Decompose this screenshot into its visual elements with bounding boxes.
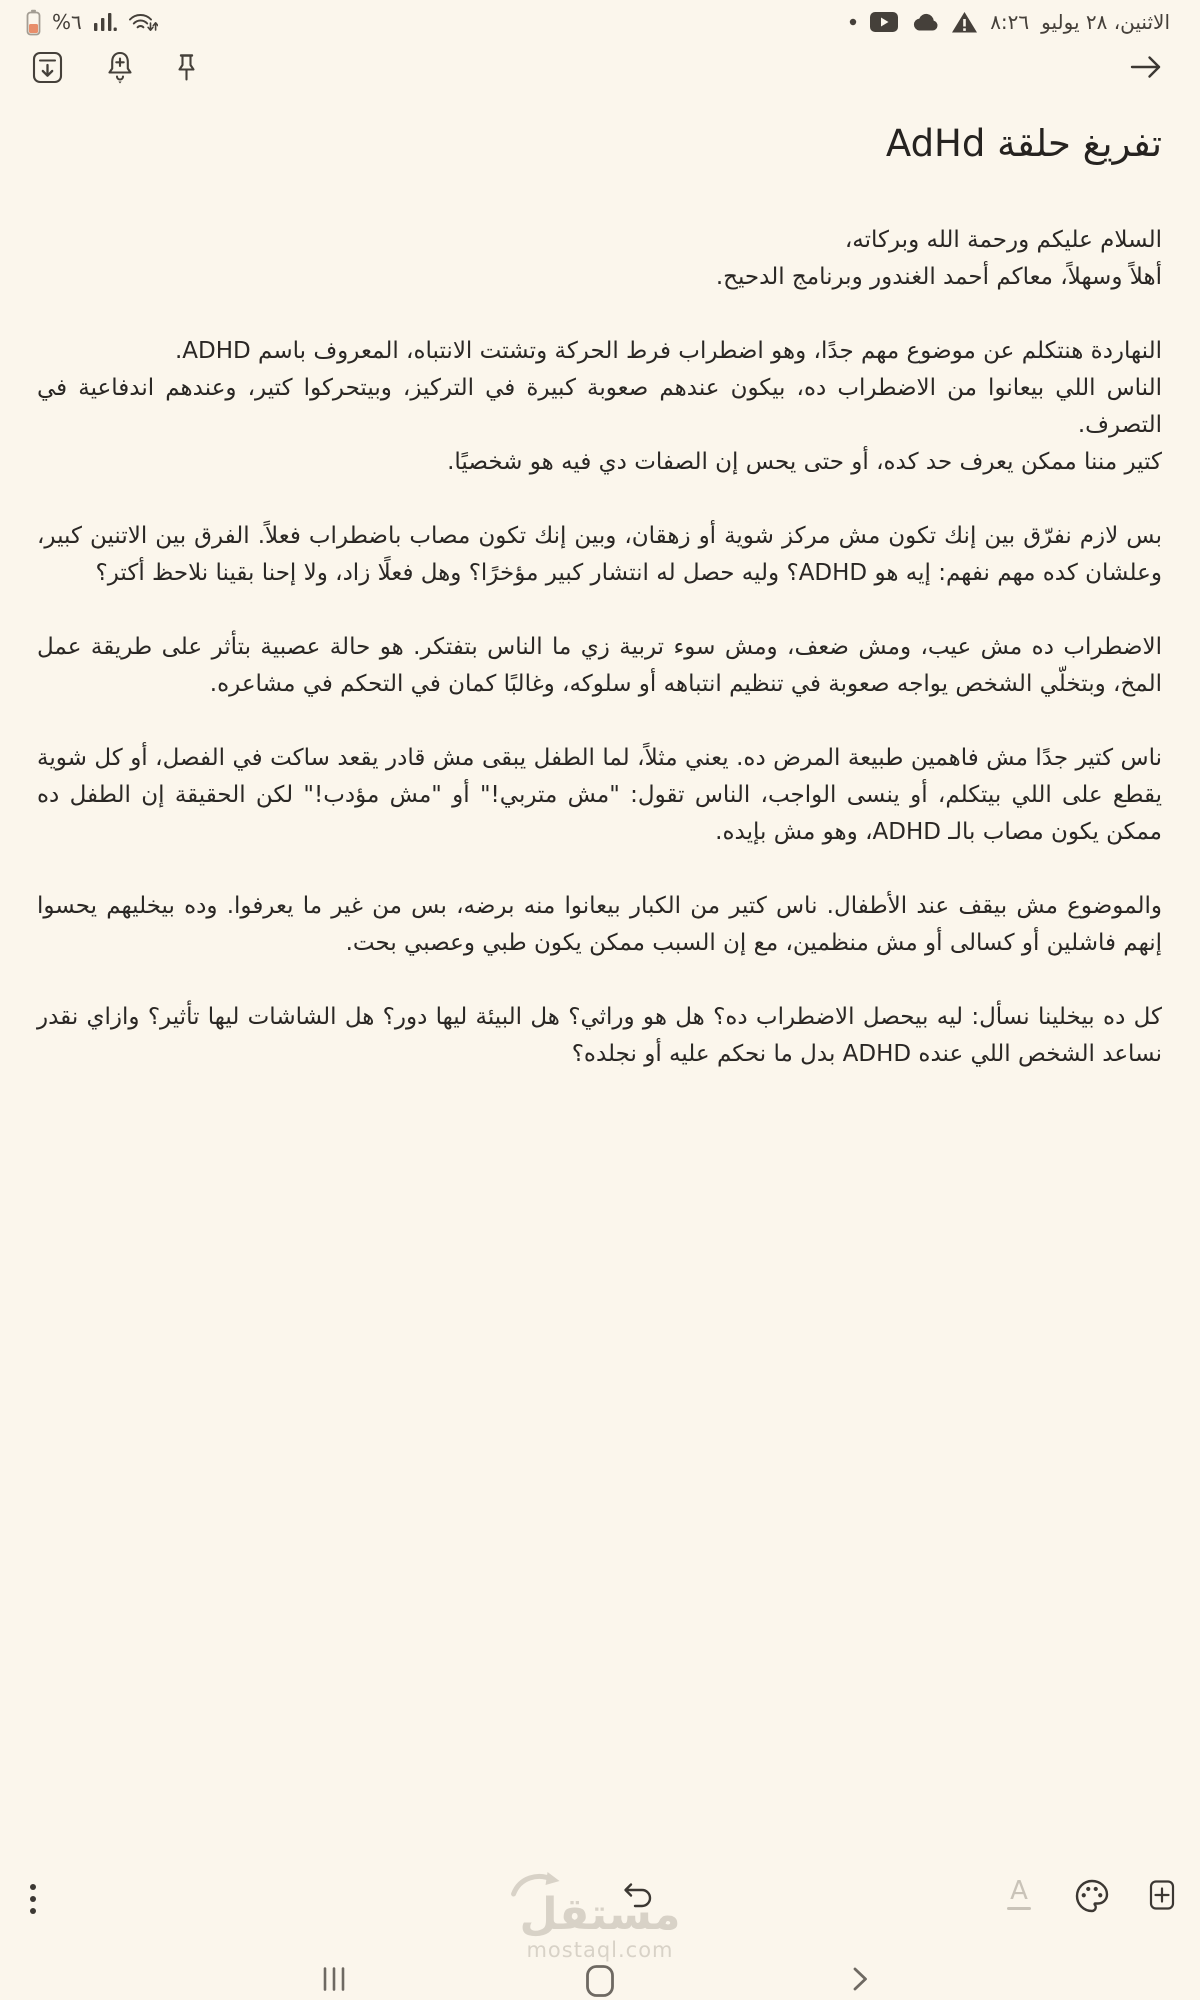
note-title[interactable]: تفريغ حلقة AdHd <box>885 122 1162 165</box>
more-options-icon[interactable] <box>28 1882 38 1916</box>
note-paragraph[interactable] <box>37 740 1162 851</box>
note-paragraph-line[interactable]: أهلاً وسهلاً، معاكم أحمد الغندور وبرنامج الدحيح. <box>715 264 1162 290</box>
note-body[interactable] <box>37 222 1162 1073</box>
text-style-underline <box>1007 1907 1031 1910</box>
signal-strength-icon <box>93 11 117 33</box>
recents-icon[interactable] <box>322 1967 346 1991</box>
note-paragraph[interactable] <box>37 222 1162 296</box>
note-paragraph[interactable] <box>37 333 1162 481</box>
note-paragraph[interactable] <box>37 999 1162 1073</box>
battery-icon <box>26 9 41 36</box>
youtube-icon <box>869 11 899 33</box>
text-style-icon[interactable] <box>1007 1878 1031 1910</box>
note-toolbar <box>0 46 1200 92</box>
reminder-bell-icon[interactable] <box>104 50 136 85</box>
note-content[interactable] <box>37 118 1162 1073</box>
save-to-device-icon[interactable] <box>32 51 63 84</box>
note-paragraph[interactable] <box>37 888 1162 962</box>
note-paragraph-line[interactable]: الناس اللي بيعانوا من الاضطراب ده، بيكون عندهم صعوبة كبيرة في التركيز، وبيتحركوا كتير، وعندهم اندفاعية في التصرف. <box>37 375 1162 438</box>
undo-icon[interactable] <box>621 1880 657 1912</box>
add-page-icon[interactable] <box>1146 1879 1178 1911</box>
note-paragraph-line[interactable]: كل ده بيخلينا نسأل: ليه بيحصل الاضطراب ده؟ هل هو وراثي؟ هل البيئة ليها دور؟ هل الشاشات ليها تأثير؟ وازاي نقدر نساعد الشخص اللي عنده ADHD بدل ما نحكم عليه أو نجلده؟ <box>37 1004 1162 1067</box>
back-chevron-icon[interactable] <box>851 1966 869 1992</box>
status-bar <box>26 6 1170 38</box>
pin-icon[interactable] <box>173 52 200 83</box>
watermark-site-text: mostaql.com <box>526 1938 674 1962</box>
notification-dot <box>849 18 857 26</box>
note-paragraph-line[interactable]: كتير مننا ممكن يعرف حد كده، أو حتى يحس إن الصفات دي فيه هو شخصيًا. <box>447 449 1162 475</box>
wifi-icon <box>128 10 158 34</box>
note-paragraph-line[interactable]: بس لازم نفرّق بين إنك تكون مش مركز شوية أو زهقان، وبين إنك تكون مصاب باضطراب فعلاً. الفرق بين الاتنين كبير، وعلشان كده مهم نفهم: إيه هو ADHD؟ وليه حصل له انتشار كبير مؤخرًا؟ وهل فعلًا زاد، ولا إحنا بقينا نلاحظ أكتر؟ <box>37 523 1162 586</box>
home-icon[interactable] <box>585 1964 615 1998</box>
battery-percent: %٦ <box>52 10 82 34</box>
note-paragraph-line[interactable]: والموضوع مش بيقف عند الأطفال. ناس كتير من الكبار بيعانوا منه برضه، بس من غير ما يعرفوا. وده بيخليهم يحسوا إنهم فاشلين أو كسالى أو مش منظمين، مع إن السبب ممكن يكون طبي وعصبي بحت. <box>37 893 1162 956</box>
watermark-logo-text: مستقل <box>519 1889 681 1940</box>
status-date: الاثنين، ٢٨ يوليو <box>1041 10 1170 34</box>
back-arrow-icon[interactable] <box>1128 53 1164 81</box>
status-time: ٨:٢٦ <box>990 10 1030 34</box>
status-left-cluster <box>26 9 158 36</box>
note-paragraph-line[interactable]: الاضطراب ده مش عيب، ومش ضعف، ومش سوء تربية زي ما الناس بتفتكر. هو حالة عصبية بتأثر على طريقة عمل المخ، وبتخلّي الشخص يواجه صعوبة في تنظيم انتباهه أو سلوكه، وغالبًا كمان في التحكم في مشاعره. <box>37 634 1162 697</box>
warning-icon <box>951 11 978 34</box>
note-paragraph-line[interactable]: ناس كتير جدًا مش فاهمين طبيعة المرض ده. يعني مثلاً، لما الطفل يبقى مش قادر يقعد ساكت في الفصل، أو كل شوية يقطع على اللي بيتكلم، أو ينسى الواجب، الناس تقول: "مش متربي!" أو "مش مؤدب!" لكن الحقيقة إن الطفل ده ممكن يكون مصاب بالـ ADHD، وهو مش بإيده. <box>37 745 1162 845</box>
cloud-icon <box>911 12 939 32</box>
note-paragraph[interactable] <box>37 518 1162 592</box>
status-right-cluster <box>849 10 1170 34</box>
palette-icon[interactable] <box>1074 1878 1110 1914</box>
navigation-bar <box>0 1956 1200 2000</box>
text-style-label: A <box>1010 1876 1028 1906</box>
note-paragraph-line[interactable]: النهاردة هنتكلم عن موضوع مهم جدًا، وهو اضطراب فرط الحركة وتشتت الانتباه، المعروف باسم ADHD. <box>174 338 1162 364</box>
edit-toolbar <box>0 1872 1200 1928</box>
note-paragraph-line[interactable]: السلام عليكم ورحمة الله وبركاته، <box>844 227 1162 253</box>
note-paragraph[interactable] <box>37 629 1162 703</box>
